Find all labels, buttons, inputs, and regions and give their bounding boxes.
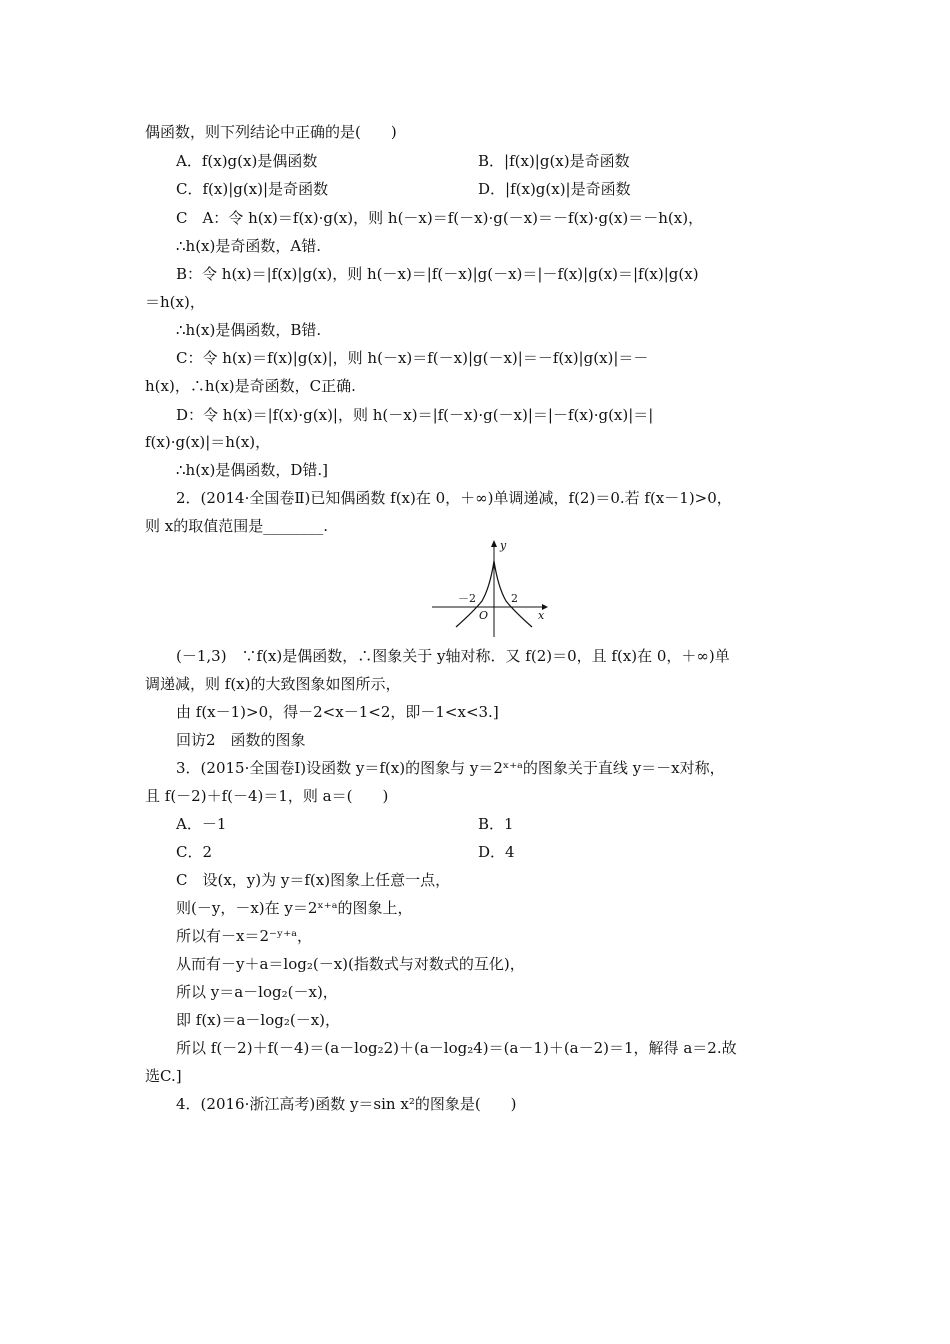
solution-line: 所以有－x＝2⁻ʸ⁺ᵃ， <box>176 927 312 945</box>
option-b: B．|f(x)|g(x)是奇函数 <box>478 152 630 170</box>
solution-line: 由 f(x－1)>0，得－2<x－1<2，即－1<x<3.] <box>176 703 499 721</box>
option-a: A．f(x)g(x)是偶函数 <box>176 152 318 170</box>
solution-line: 调递减，则 f(x)的大致图象如图所示， <box>145 675 401 693</box>
option-c: C．f(x)|g(x)|是奇函数 <box>176 180 329 198</box>
solution-line: f(x)·g(x)|＝h(x)， <box>145 433 271 451</box>
solution-line: ＝h(x)， <box>145 293 205 311</box>
tick-neg-two: －2 <box>458 592 476 605</box>
option-b: B．1 <box>478 815 514 833</box>
option-a: A．－1 <box>176 815 227 833</box>
y-axis-label: y <box>500 539 507 552</box>
solution-line: 从而有－y＋a＝log₂(－x)(指数式与对数式的互化)， <box>176 955 525 973</box>
solution-line: (－1,3) ∵f(x)是偶函数，∴图象关于 y轴对称．又 f(2)＝0，且 f(x)在 0，＋∞)单 <box>176 647 730 665</box>
question-stem: 偶函数，则下列结论中正确的是( ) <box>145 123 397 141</box>
solution-line: ∴h(x)是偶函数，D错.] <box>176 461 329 479</box>
solution-line: ∴h(x)是奇函数，A错. <box>176 237 321 255</box>
origin-label: O <box>479 609 489 622</box>
function-graph <box>430 535 550 640</box>
question-4: 4．(2016·浙江高考)函数 y＝sin x²的图象是( ) <box>176 1095 517 1113</box>
question-2-cont: 则 x的取值范围是________. <box>145 517 328 535</box>
solution-line: ∴h(x)是偶函数，B错. <box>176 321 322 339</box>
tick-pos-two: 2 <box>511 592 518 605</box>
question-2: 2．(2014·全国卷Ⅱ)已知偶函数 f(x)在 0，＋∞)单调递减，f(2)＝0.若 f(x－1)>0， <box>176 489 732 507</box>
solution-line: 则(－y，－x)在 y＝2ˣ⁺ᵃ的图象上， <box>176 899 413 917</box>
solution-line: h(x)，∴h(x)是奇函数，C正确. <box>145 377 356 395</box>
solution-line: C 设(x，y)为 y＝f(x)图象上任意一点， <box>176 871 451 889</box>
option-d: D．|f(x)g(x)|是奇函数 <box>478 180 631 198</box>
x-axis-label: x <box>538 609 545 622</box>
solution-line: C A：令 h(x)＝f(x)·g(x)，则 h(－x)＝f(－x)·g(－x)＝－f(x)·g(x)＝－h(x)， <box>176 209 704 227</box>
section-heading: 回访2 函数的图象 <box>176 731 306 749</box>
solution-line: C：令 h(x)＝f(x)|g(x)|，则 h(－x)＝f(－x)|g(－x)|＝－f(x)|g(x)|＝－ <box>176 349 649 367</box>
solution-line: 所以 y＝a－log₂(－x)， <box>176 983 338 1001</box>
option-c: C．2 <box>176 843 213 861</box>
solution-line: 选C.] <box>145 1067 182 1085</box>
solution-line: B：令 h(x)＝|f(x)|g(x)，则 h(－x)＝|f(－x)|g(－x)＝|－f(x)|g(x)＝|f(x)|g(x) <box>176 265 699 283</box>
question-3: 3．(2015·全国卷Ⅰ)设函数 y＝f(x)的图象与 y＝2ˣ⁺ᵃ的图象关于直线 y＝－x对称， <box>176 759 725 777</box>
solution-line: 即 f(x)＝a－log₂(－x)， <box>176 1011 341 1029</box>
solution-line: D：令 h(x)＝|f(x)·g(x)|，则 h(－x)＝|f(－x)·g(－x)|＝|－f(x)·g(x)|＝| <box>176 406 654 424</box>
option-d: D．4 <box>478 843 515 861</box>
question-3-cont: 且 f(－2)＋f(－4)＝1，则 a＝( ) <box>145 787 389 805</box>
solution-line: 所以 f(－2)＋f(－4)＝(a－log₂2)＋(a－log₂4)＝(a－1)＋(a－2)＝1，解得 a＝2.故 <box>176 1039 737 1057</box>
